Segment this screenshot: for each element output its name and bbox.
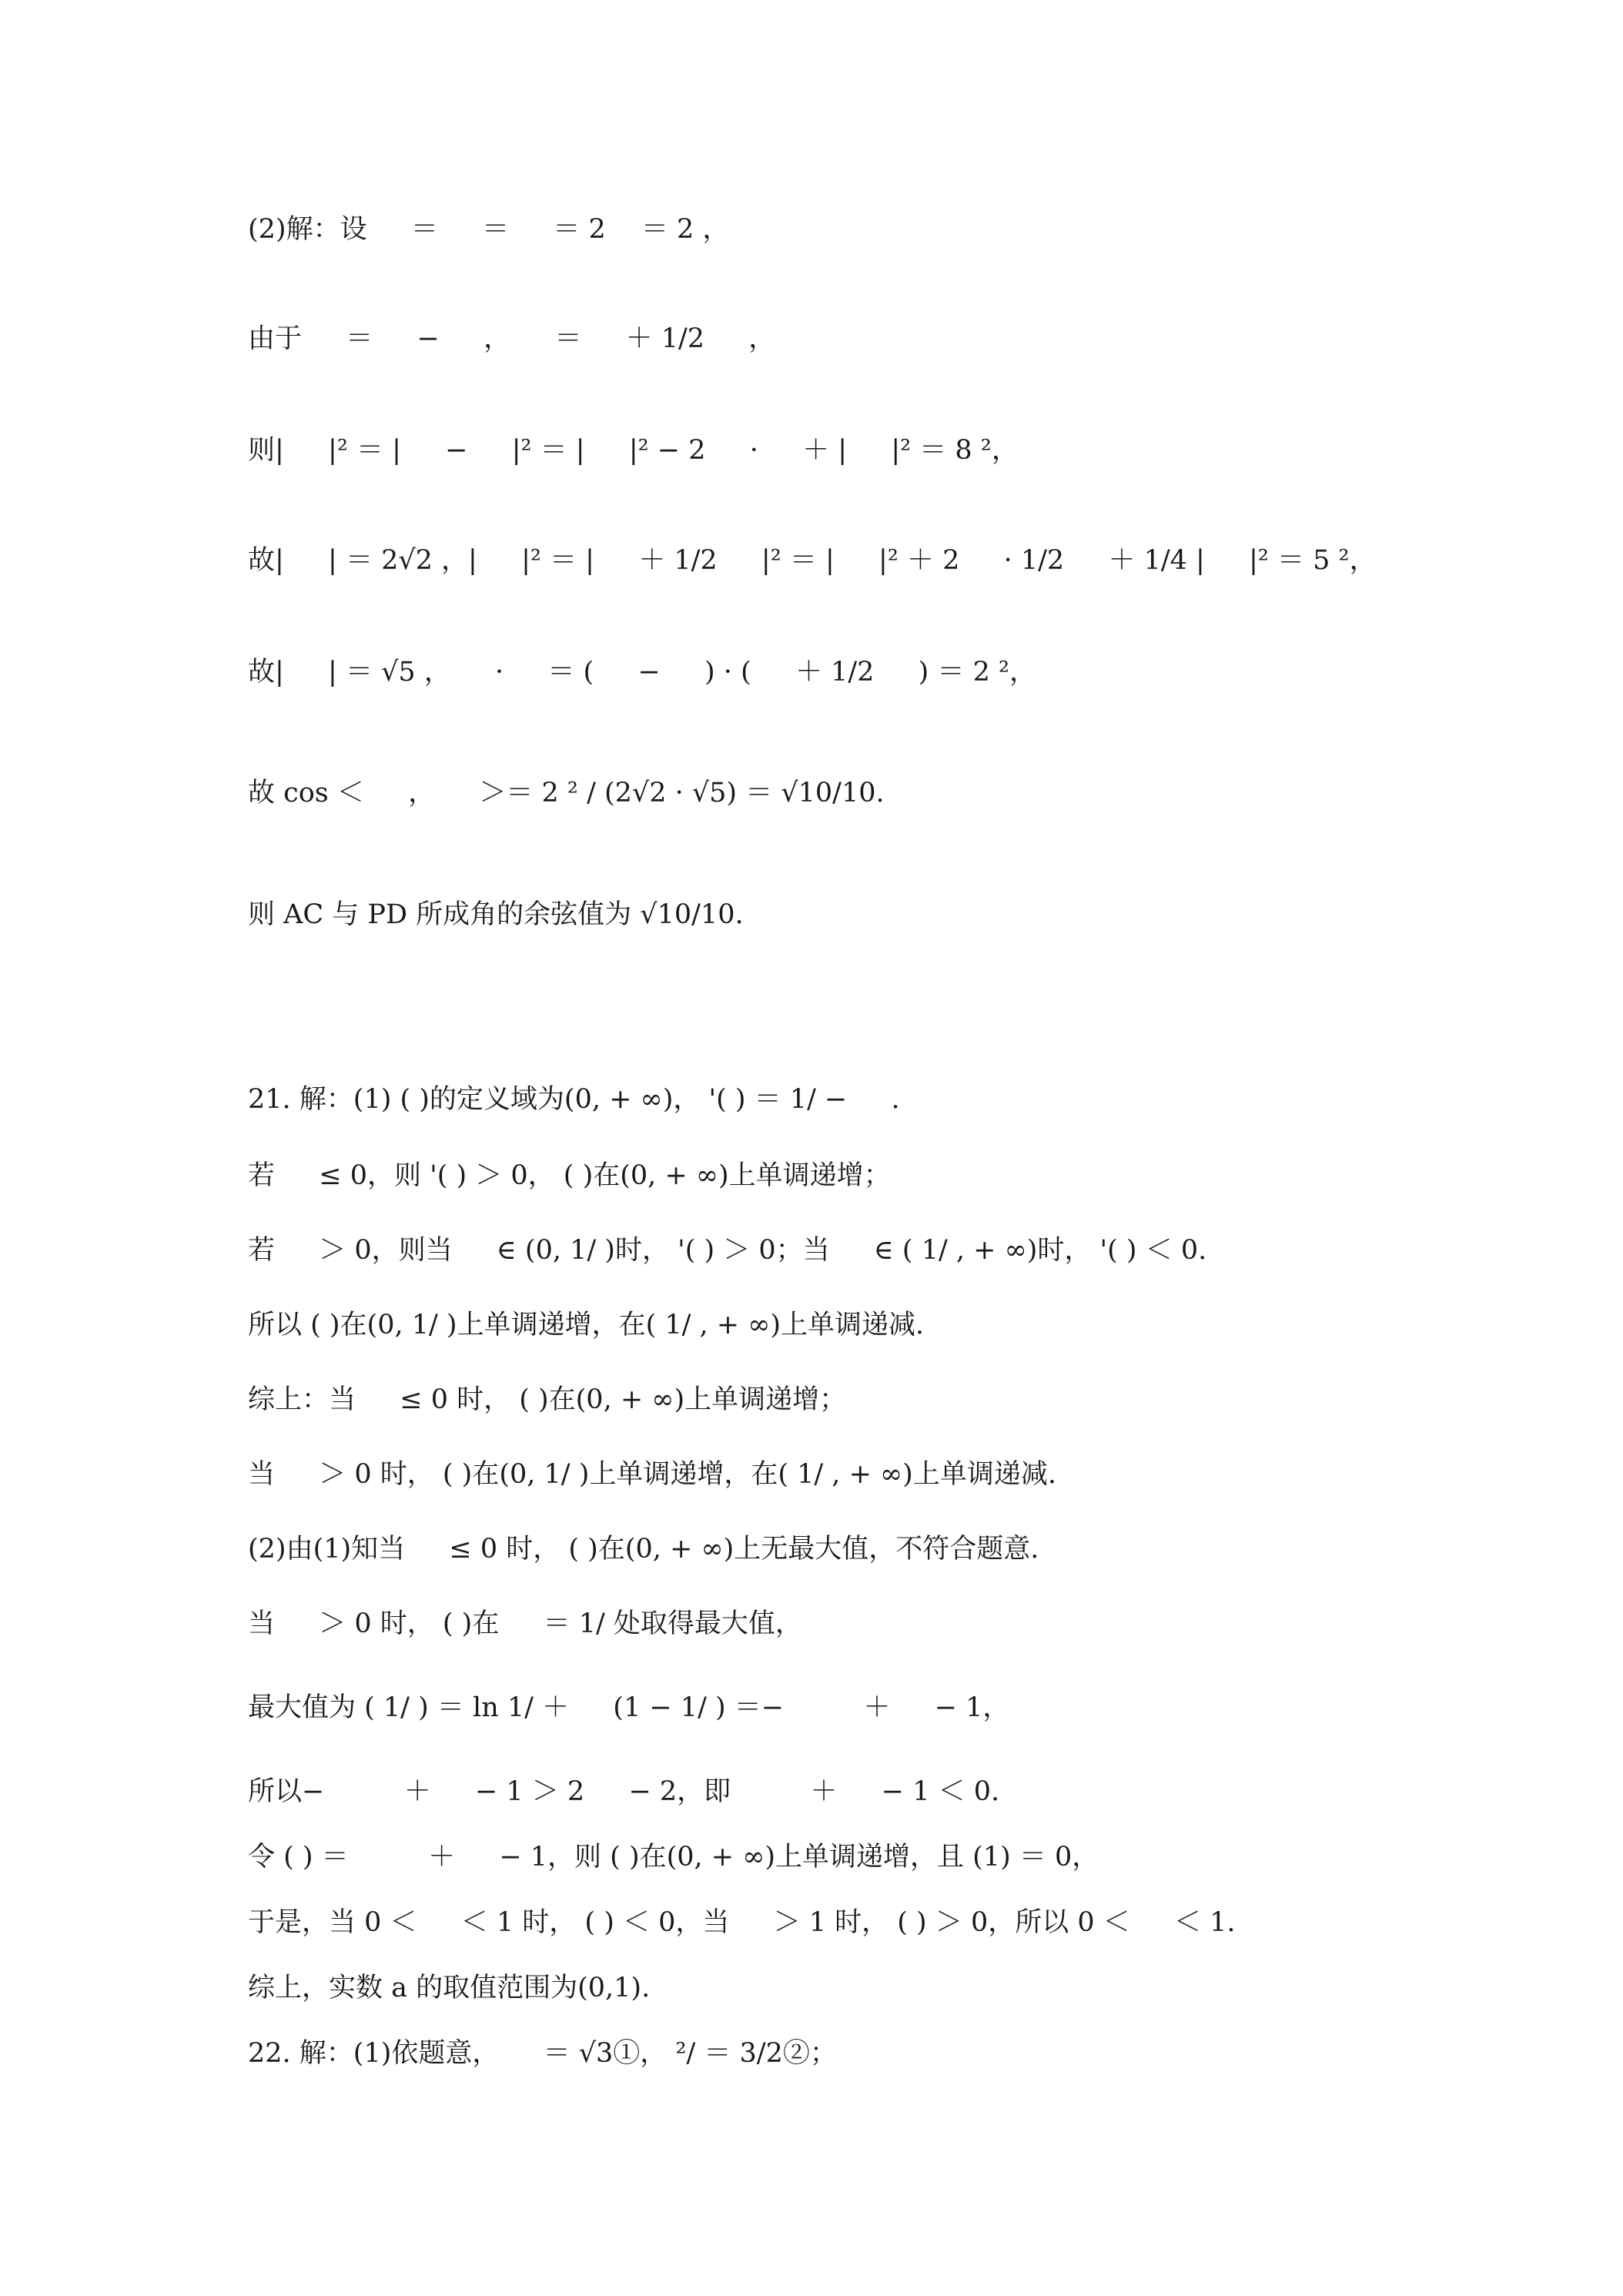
- line-text: 所以 ( )在(0, 1/ )上单调递增，在( 1/ , + ∞)上单调递减.: [248, 1310, 925, 1340]
- text-line: [248, 1451, 1508, 1498]
- line-text: 则| |² ＝ | − |² ＝ | |² − 2 · ＋ | |² ＝ 8 ²，: [248, 435, 1019, 466]
- text-line: [248, 537, 1508, 584]
- line-text: 若 ≤ 0，则 '( ) ＞ 0， ( )在(0, + ∞)上单调递增；: [248, 1160, 891, 1191]
- line-text: (2)解：设 ＝ ＝ ＝ 2 ＝ 2 ，: [248, 214, 730, 245]
- line-text: 于是，当 0 ＜ ＜ 1 时， ( ) ＜ 0，当 ＞ 1 时， ( ) ＞ 0，所以 0 ＜ ＜ 1.: [248, 1907, 1236, 1938]
- text-line: [248, 1769, 1508, 1815]
- line-text: 所以− ＋ − 1 ＞ 2 − 2，即 ＋ − 1 ＜ 0.: [248, 1776, 1000, 1807]
- text-line: [248, 427, 1508, 474]
- text-line: [248, 1685, 1508, 1731]
- line-text: 故| | ＝ √5 ， · ＝ ( − ) · ( ＋ 1/2 ) ＝ 2 ²，: [248, 657, 1036, 688]
- text-line: [248, 1153, 1508, 1199]
- line-text: 若 ＞ 0，则当 ∈ (0, 1/ )时， '( ) ＞ 0；当 ∈ ( 1/ , + ∞)时， '( ) ＜ 0.: [248, 1235, 1207, 1266]
- text-line: [248, 1526, 1508, 1572]
- text-line: [248, 1601, 1508, 1647]
- line-text: 综上，实数 a 的取值范围为(0,1).: [248, 1973, 651, 2003]
- text-line: [248, 316, 1508, 362]
- text-line: [248, 1377, 1508, 1423]
- text-line: [248, 1302, 1508, 1348]
- line-text: 令 ( ) ＝ ＋ − 1，则 ( )在(0, + ∞)上单调递增，且 (1) ＝ 0，: [248, 1842, 1099, 1873]
- text-line: [248, 1834, 1508, 1880]
- text-line: [248, 1227, 1508, 1274]
- line-text: 综上：当 ≤ 0 时， ( )在(0, + ∞)上单调递增；: [248, 1384, 847, 1415]
- text-line: [248, 1965, 1508, 2011]
- line-text: 故 cos ＜ ， ＞＝ 2 ² / (2√2 · √5) ＝ √10/10.: [248, 778, 885, 808]
- text-line: [248, 1076, 1508, 1123]
- line-text: 22. 解：(1)依题意， ＝ √3①， ²/ ＝ 3/2②；: [248, 2038, 837, 2069]
- line-text: 最大值为 ( 1/ ) ＝ ln 1/ ＋ (1 − 1/ ) ＝− ＋ − 1，: [248, 1692, 1010, 1723]
- text-line: [248, 1899, 1508, 1946]
- text-line: [248, 892, 1508, 938]
- line-text: 则 AC 与 PD 所成角的余弦值为 √10/10.: [248, 899, 744, 930]
- line-text: 21. 解：(1) ( )的定义域为(0, + ∞)， '( ) ＝ 1/ − .: [248, 1084, 900, 1115]
- line-text: 当 ＞ 0 时， ( )在 ＝ 1/ 处取得最大值，: [248, 1608, 802, 1639]
- text-line: [248, 770, 1508, 816]
- line-text: (2)由(1)知当 ≤ 0 时， ( )在(0, + ∞)上无最大值，不符合题意.: [248, 1534, 1039, 1565]
- text-line: [248, 206, 1508, 253]
- line-text: 当 ＞ 0 时， ( )在(0, 1/ )上单调递增，在( 1/ , + ∞)上单调递减.: [248, 1459, 1056, 1490]
- text-line: [248, 649, 1508, 695]
- text-line: [248, 2030, 1508, 2077]
- line-text: 由于 ＝ − ， ＝ ＋ 1/2 ，: [248, 323, 776, 354]
- line-text: 故| | ＝ 2√2 ，| |² ＝ | ＋ 1/2 |² ＝ | |² ＋ 2 · 1/2 ＋ 1/4 | |² ＝ 5 ²，: [248, 545, 1377, 576]
